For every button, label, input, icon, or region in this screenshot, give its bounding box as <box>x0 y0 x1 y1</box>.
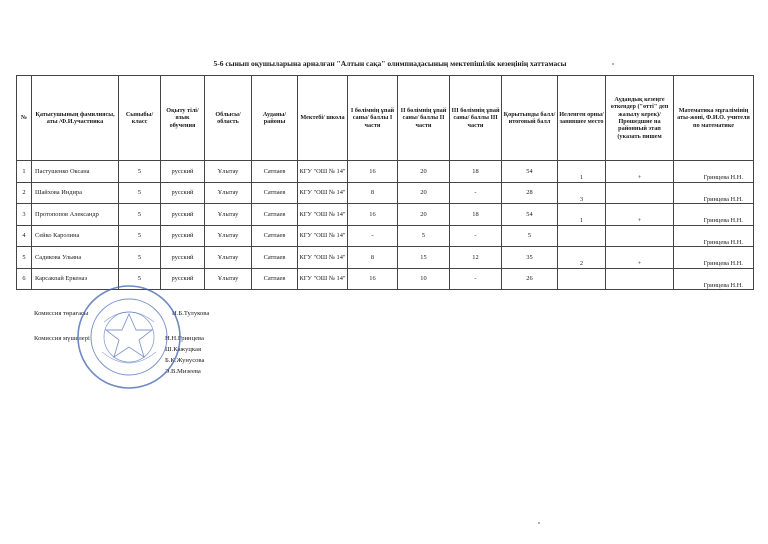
grade: 5 <box>119 225 161 247</box>
promoted-mark: + <box>606 161 674 183</box>
scan-speck <box>538 522 540 524</box>
promoted-mark <box>606 268 674 290</box>
teacher-name: Гринцева Н.Н. <box>674 225 754 247</box>
header-teacher: Математика мұғалімінің аты-жөні, Ф.И.О. учителя по математике <box>674 76 754 161</box>
table-row <box>17 225 754 247</box>
member-name: Б.К.Жунусова <box>165 357 205 364</box>
total-score: 54 <box>502 204 558 226</box>
promoted-mark <box>606 182 674 204</box>
part3-score: 18 <box>450 204 502 226</box>
member-name: Н.Н.Гринцева <box>165 335 204 342</box>
header-language: Оқыту тілі/ язык обучения <box>161 76 205 161</box>
language: русский <box>161 247 205 269</box>
region: Ұлытау <box>205 182 252 204</box>
language: русский <box>161 268 205 290</box>
part2-score: 20 <box>398 182 450 204</box>
region: Ұлытау <box>205 268 252 290</box>
header-row <box>17 76 754 161</box>
row-number: 1 <box>17 161 32 183</box>
header-promoted: Аудандық кезеңге өткендер ("өтті" деп жазылу керек)/ Прошедшие на районный этап (указать пишем <box>606 76 674 161</box>
school: КГУ "ОШ № 14" <box>298 225 348 247</box>
promoted-mark: + <box>606 247 674 269</box>
chair-name: Н.Б.Тулукова <box>172 310 210 317</box>
place: 2 <box>558 247 606 269</box>
results-table <box>16 75 754 290</box>
region: Ұлытау <box>205 161 252 183</box>
part2-score: 20 <box>398 161 450 183</box>
header-total: Қорытынды балл/ итоговый балл <box>502 76 558 161</box>
document-title: 5-6 сынып оқушыларына арналған "Алтын сақа" олимпиадасының мектепішілік кезеңінің хаттамасы <box>213 59 567 68</box>
part3-score: - <box>450 225 502 247</box>
teacher-name: Гринцева Н.Н. <box>674 247 754 269</box>
grade: 5 <box>119 268 161 290</box>
table-row <box>17 204 754 226</box>
region: Ұлытау <box>205 225 252 247</box>
header-grade: Сыныбы/класс <box>119 76 161 161</box>
table-row <box>17 182 754 204</box>
part2-score: 5 <box>398 225 450 247</box>
member-name: Э.В.Мизеева <box>165 368 201 375</box>
part1-score: 8 <box>348 182 398 204</box>
header-region: Облысы/ область <box>205 76 252 161</box>
place <box>558 268 606 290</box>
language: русский <box>161 225 205 247</box>
part3-score: 18 <box>450 161 502 183</box>
place: 3 <box>558 182 606 204</box>
school: КГУ "ОШ № 14" <box>298 161 348 183</box>
grade: 5 <box>119 204 161 226</box>
row-number: 2 <box>17 182 32 204</box>
region: Ұлытау <box>205 204 252 226</box>
promoted-mark: + <box>606 204 674 226</box>
part1-score: 16 <box>348 204 398 226</box>
part1-score: 16 <box>348 161 398 183</box>
scan-speck <box>612 63 614 65</box>
row-number: 6 <box>17 268 32 290</box>
promoted-mark <box>606 225 674 247</box>
district: Сатпаев <box>252 161 298 183</box>
teacher-name: Гринцева Н.Н. <box>674 161 754 183</box>
place <box>558 225 606 247</box>
chair-label: Комиссия төрағасы <box>34 310 89 317</box>
header-part3: III бөлімнің ұпай саны/ баллы III части <box>450 76 502 161</box>
total-score: 28 <box>502 182 558 204</box>
table-row <box>17 247 754 269</box>
school: КГУ "ОШ № 14" <box>298 204 348 226</box>
participant-name: Садикова Ульяна <box>32 247 119 269</box>
part1-score: 8 <box>348 247 398 269</box>
members-label: Комиссия мүшелері <box>34 335 90 342</box>
place: 1 <box>558 161 606 183</box>
participant-name: Пастушенко Оксана <box>32 161 119 183</box>
header-school: Мектебі/ школа <box>298 76 348 161</box>
grade: 5 <box>119 247 161 269</box>
teacher-name: Гринцева Н.Н. <box>674 204 754 226</box>
participant-name: Карсакпай Еркенаэ <box>32 268 119 290</box>
participant-name: Протопопов Александр <box>32 204 119 226</box>
row-number: 3 <box>17 204 32 226</box>
teacher-name: Гринцева Н.Н. <box>674 268 754 290</box>
total-score: 5 <box>502 225 558 247</box>
part2-score: 20 <box>398 204 450 226</box>
row-number: 5 <box>17 247 32 269</box>
district: Сатпаев <box>252 204 298 226</box>
language: русский <box>161 204 205 226</box>
district: Сатпаев <box>252 182 298 204</box>
header-part1: I бөлімнің ұпай саны/ баллы I части <box>348 76 398 161</box>
header-district: Ауданы/ районы <box>252 76 298 161</box>
header-name: Қатысушының фамилиясы, аты /Ф.И.участника <box>32 76 119 161</box>
school: КГУ "ОШ № 14" <box>298 182 348 204</box>
part1-score: - <box>348 225 398 247</box>
language: русский <box>161 182 205 204</box>
school: КГУ "ОШ № 14" <box>298 268 348 290</box>
header-part2: II бөлімнің ұпай саны/ баллы II части <box>398 76 450 161</box>
participant-name: Сейко Каролина <box>32 225 119 247</box>
district: Сатпаев <box>252 247 298 269</box>
grade: 5 <box>119 161 161 183</box>
part3-score: - <box>450 268 502 290</box>
participant-name: Шайхова Индира <box>32 182 119 204</box>
part3-score: - <box>450 182 502 204</box>
district: Сатпаев <box>252 225 298 247</box>
region: Ұлытау <box>205 247 252 269</box>
part3-score: 12 <box>450 247 502 269</box>
table-row <box>17 161 754 183</box>
district: Сатпаев <box>252 268 298 290</box>
part2-score: 10 <box>398 268 450 290</box>
school-seal-stamp <box>74 282 184 392</box>
part2-score: 15 <box>398 247 450 269</box>
row-number: 4 <box>17 225 32 247</box>
grade: 5 <box>119 182 161 204</box>
total-score: 54 <box>502 161 558 183</box>
total-score: 35 <box>502 247 558 269</box>
language: русский <box>161 161 205 183</box>
place: 1 <box>558 204 606 226</box>
member-name: Ш.Кажуцкая <box>165 346 201 353</box>
teacher-name: Гринцева Н.Н. <box>674 182 754 204</box>
header-place: Иеленген орны/ занявшее место <box>558 76 606 161</box>
school: КГУ "ОШ № 14" <box>298 247 348 269</box>
header-num: № <box>17 76 32 161</box>
total-score: 26 <box>502 268 558 290</box>
part1-score: 16 <box>348 268 398 290</box>
